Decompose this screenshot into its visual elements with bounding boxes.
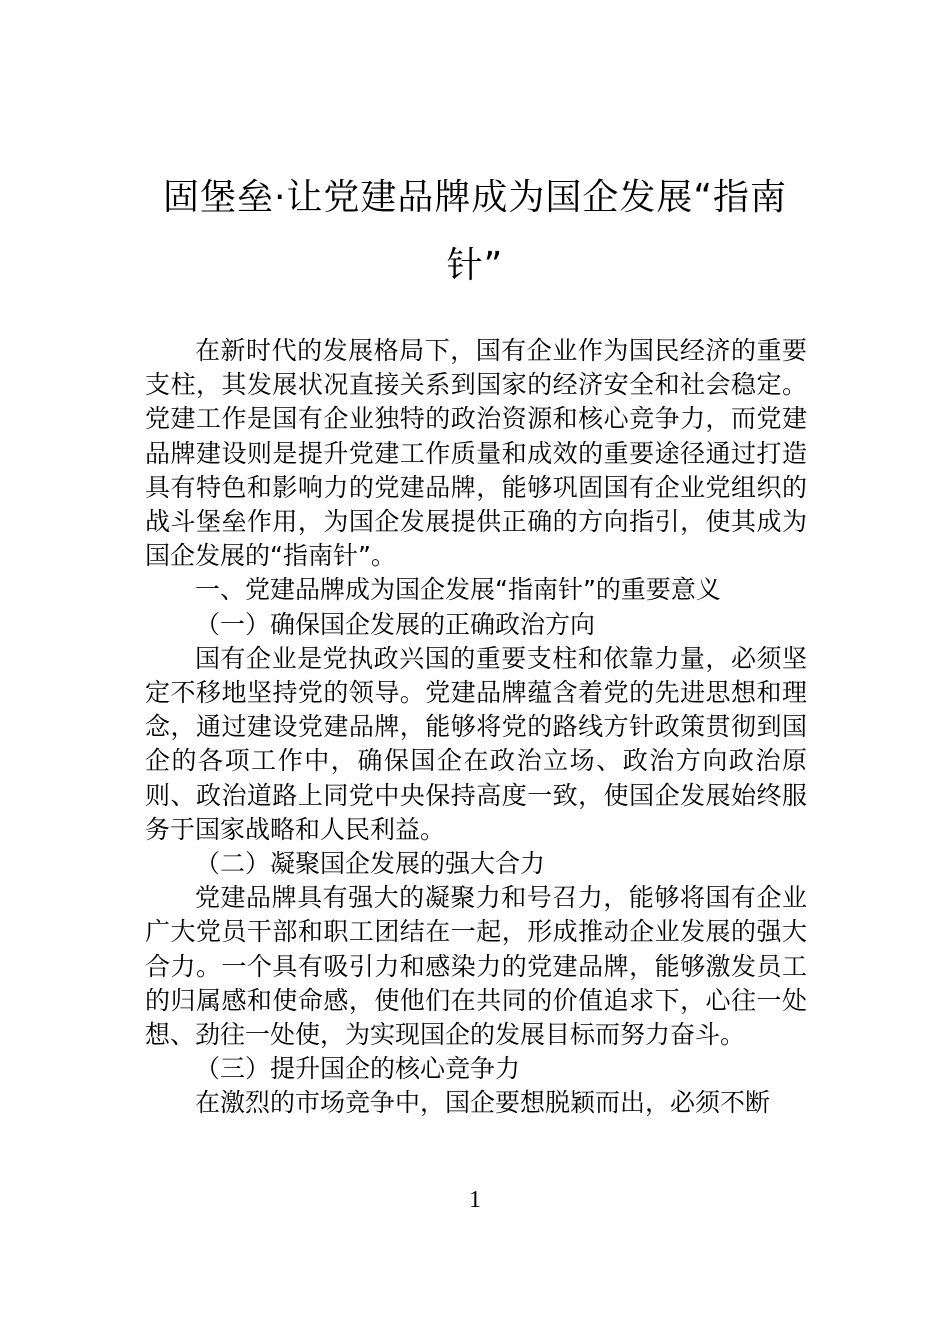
body-paragraph-1: 国有企业是党执政兴国的重要支柱和依靠力量，必须坚定不移地坚持党的领导。党建品牌蕴含着党的先进思想和理念，通过建设党建品牌，能够将党的路线方针政策贯彻到国企的各项工作中，确保国企在政治立场、政治方向政治原则、政治道路上同党中央保持高度一致，使国企发展始终服务于国家战略和人民利益。	[145, 643, 807, 844]
intro-paragraph: 在新时代的发展格局下，国有企业作为国民经济的重要支柱，其发展状况直接关系到国家的经济安全和社会稳定。党建工作是国有企业独特的政治资源和核心竞争力，而党建品牌建设则是提升党建工作质量和成效的重要途径通过打造具有特色和影响力的党建品牌，能够巩固国有企业党组织的战斗堡垒作用，为国企发展提供正确的方向指引，使其成为国企发展的“指南针”。	[145, 336, 807, 571]
section-heading-1: 一、党建品牌成为国企发展“指南针”的重要意义	[195, 575, 721, 605]
body-paragraph-2: 党建品牌具有强大的凝聚力和号召力，能够将国有企业广大党员干部和职工团结在一起，形成推动企业发展的强大合力。一个具有吸引力和感染力的党建品牌，能够激发员工的归属感和使命感，使他们在共同的价值追求下，心往一处想、劲往一处使，为实现国企的发展目标而努力奋斗。	[145, 883, 807, 1050]
subsection-heading-2: （二）凝聚国企发展的强大合力	[195, 849, 546, 879]
body-paragraph-3: 在激烈的市场竞争中，国企要想脱颖而出，必须不断	[195, 1088, 771, 1118]
document-title: 固堡垒·让党建品牌成为国企发展“指南针”	[162, 177, 788, 286]
document-body	[145, 334, 807, 1121]
page-number: 1	[469, 1187, 481, 1213]
subsection-heading-1: （一）确保国企发展的正确政治方向	[195, 609, 596, 639]
subsection-heading-3: （三）提升国企的核心竞争力	[195, 1054, 521, 1084]
